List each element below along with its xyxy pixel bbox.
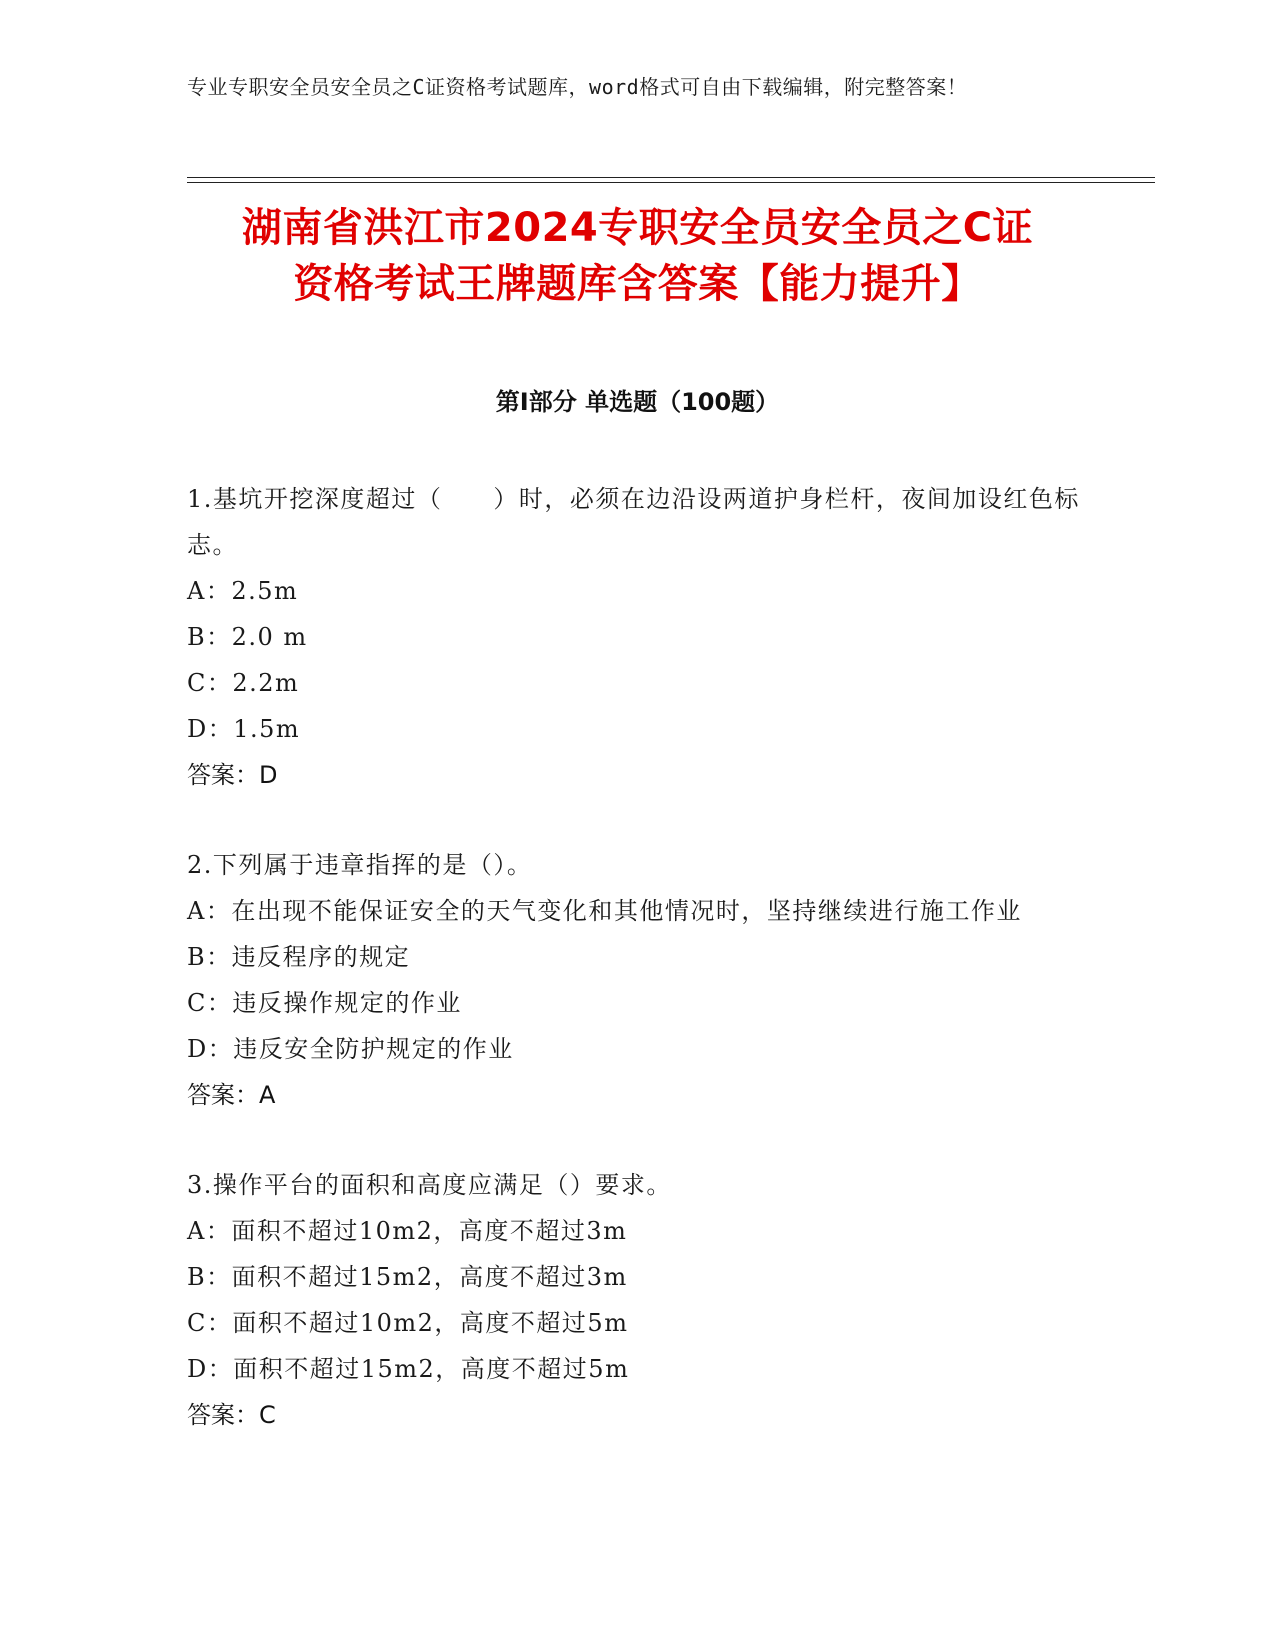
option-a: A：在出现不能保证安全的天气变化和其他情况时，坚持继续进行施工作业: [187, 897, 1022, 925]
option-c: C：面积不超过10m2，高度不超过5m: [187, 1309, 629, 1337]
header-rule-thin: [187, 182, 1155, 183]
title-line-2: 资格考试王牌题库含答案【能力提升】: [293, 261, 982, 307]
option-a: A：面积不超过10m2，高度不超过3m: [187, 1217, 628, 1245]
option-d: D：1.5m: [187, 715, 301, 743]
section-heading: 第Ⅰ部分 单选题（100题）: [495, 388, 780, 416]
option-d: D：违反安全防护规定的作业: [187, 1035, 514, 1063]
question-3: [187, 1162, 1087, 1438]
answer: 答案：C: [187, 1401, 276, 1429]
answer: 答案：D: [187, 761, 278, 789]
question-list: [187, 476, 1087, 1482]
header-note: 专业专职安全员安全员之C证资格考试题库，word格式可自由下载编辑，附完整答案！: [187, 75, 968, 99]
option-c: C：违反操作规定的作业: [187, 989, 462, 1017]
option-d: D：面积不超过15m2，高度不超过5m: [187, 1355, 630, 1383]
option-a: A：2.5m: [187, 577, 299, 605]
header-rule-thick: [187, 177, 1155, 178]
question-stem: 3.操作平台的面积和高度应满足（）要求。: [187, 1171, 672, 1199]
document-title: [170, 200, 1105, 312]
option-b: B：面积不超过15m2，高度不超过3m: [187, 1263, 628, 1291]
title-line-1: 湖南省洪江市2024专职安全员安全员之C证: [241, 205, 1034, 251]
option-b: B：2.0 m: [187, 623, 308, 651]
option-b: B：违反程序的规定: [187, 943, 411, 971]
question-2: [187, 842, 1087, 1118]
answer: 答案：A: [187, 1081, 276, 1109]
question-stem: 1.基坑开挖深度超过（ ）时，必须在边沿设两道护身栏杆，夜间加设红色标志。: [187, 485, 1080, 559]
question-stem: 2.下列属于违章指挥的是（）。: [187, 851, 533, 879]
option-c: C：2.2m: [187, 669, 300, 697]
question-1: [187, 476, 1087, 798]
